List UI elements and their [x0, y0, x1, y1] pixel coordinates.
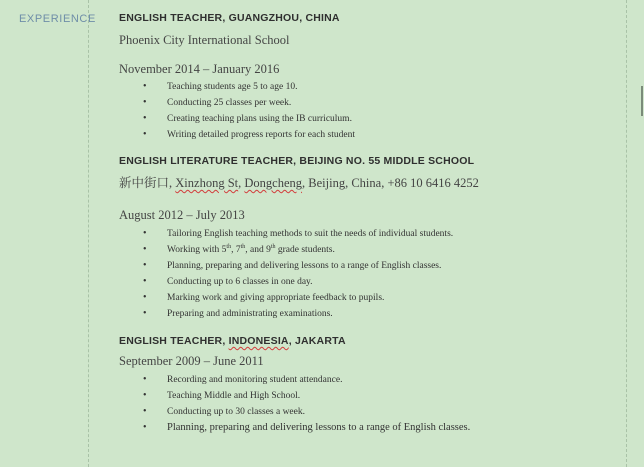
duty-item[interactable]: • Marking work and giving appropriate feedback to pupils.	[119, 290, 619, 306]
duty-text: , 7	[231, 245, 241, 255]
duty-text: Working with 5	[167, 245, 227, 255]
title-text-misspelled: INDONESIA	[228, 335, 289, 347]
address-comma: ,	[238, 176, 245, 190]
duty-item[interactable]: • Planning, preparing and delivering lessons to a range of English classes.	[119, 258, 619, 274]
experience-content	[119, 11, 619, 436]
job-title[interactable]	[119, 334, 619, 348]
right-margin-guide	[626, 0, 627, 467]
address-district-misspelled: Dongcheng	[244, 176, 303, 190]
duty-item[interactable]: • Recording and monitoring student attendance.	[119, 372, 619, 388]
ordinal-suffix: th	[240, 243, 246, 250]
duty-text: , and 9	[245, 245, 271, 255]
duty-text: grade students.	[275, 245, 335, 255]
title-text: , JAKARTA	[288, 335, 346, 347]
left-column-guide	[88, 0, 89, 467]
duty-item[interactable]: • Creating teaching plans using the IB curriculum.	[119, 111, 619, 127]
duty-item[interactable]: • Teaching students age 5 to age 10.	[119, 79, 619, 95]
address-comma: ,	[169, 176, 176, 190]
job-entry-beijing	[119, 154, 619, 322]
ordinal-suffix: th	[270, 243, 276, 250]
job-dates[interactable]: November 2014 – January 2016	[119, 62, 280, 76]
job-employer[interactable]: Phoenix City International School	[119, 33, 290, 47]
address-box-glyph: 口	[156, 176, 170, 190]
duty-item[interactable]: • Conducting up to 30 classes a week.	[119, 404, 619, 420]
job-title[interactable]: ENGLISH TEACHER, GUANGZHOU, CHINA	[119, 12, 340, 24]
job-dates[interactable]: September 2009 – June 2011	[119, 354, 264, 368]
duty-item[interactable]: • Planning, preparing and delivering lessons to a range of English classes.	[119, 420, 619, 436]
title-text: ENGLISH TEACHER,	[119, 335, 229, 347]
address-street-misspelled: Xinzhong	[175, 176, 225, 190]
address-st-misspelled: St	[224, 176, 239, 190]
address-cjk: 新中街	[119, 176, 157, 190]
job-entry-jakarta	[119, 334, 619, 436]
job-title[interactable]: ENGLISH LITERATURE TEACHER, BEIJING NO. 55 MIDDLE SCHOOL	[119, 155, 475, 167]
duty-list	[119, 79, 619, 143]
duty-item[interactable]: • Conducting 25 classes per week.	[119, 95, 619, 111]
scroll-position-marker	[641, 86, 643, 116]
job-dates[interactable]: August 2012 – July 2013	[119, 208, 245, 222]
duty-item[interactable]: • Teaching Middle and High School.	[119, 388, 619, 404]
duty-item[interactable]: • Conducting up to 6 classes in one day.	[119, 274, 619, 290]
ordinal-suffix: th	[226, 243, 232, 250]
employer-address[interactable]	[119, 175, 619, 191]
duty-item[interactable]: • Preparing and administrating examinations.	[119, 306, 619, 322]
duty-item[interactable]	[119, 242, 619, 258]
duty-list	[119, 226, 619, 322]
address-rest: , Beijing, China, +86 10 6416 4252	[302, 176, 479, 190]
duty-item[interactable]: • Tailoring English teaching methods to suit the needs of individual students.	[119, 226, 619, 242]
section-label-experience: EXPERIENCE	[19, 13, 96, 25]
duty-item[interactable]: • Writing detailed progress reports for each student	[119, 127, 619, 143]
job-entry-guangzhou	[119, 11, 619, 143]
duty-list	[119, 372, 619, 436]
